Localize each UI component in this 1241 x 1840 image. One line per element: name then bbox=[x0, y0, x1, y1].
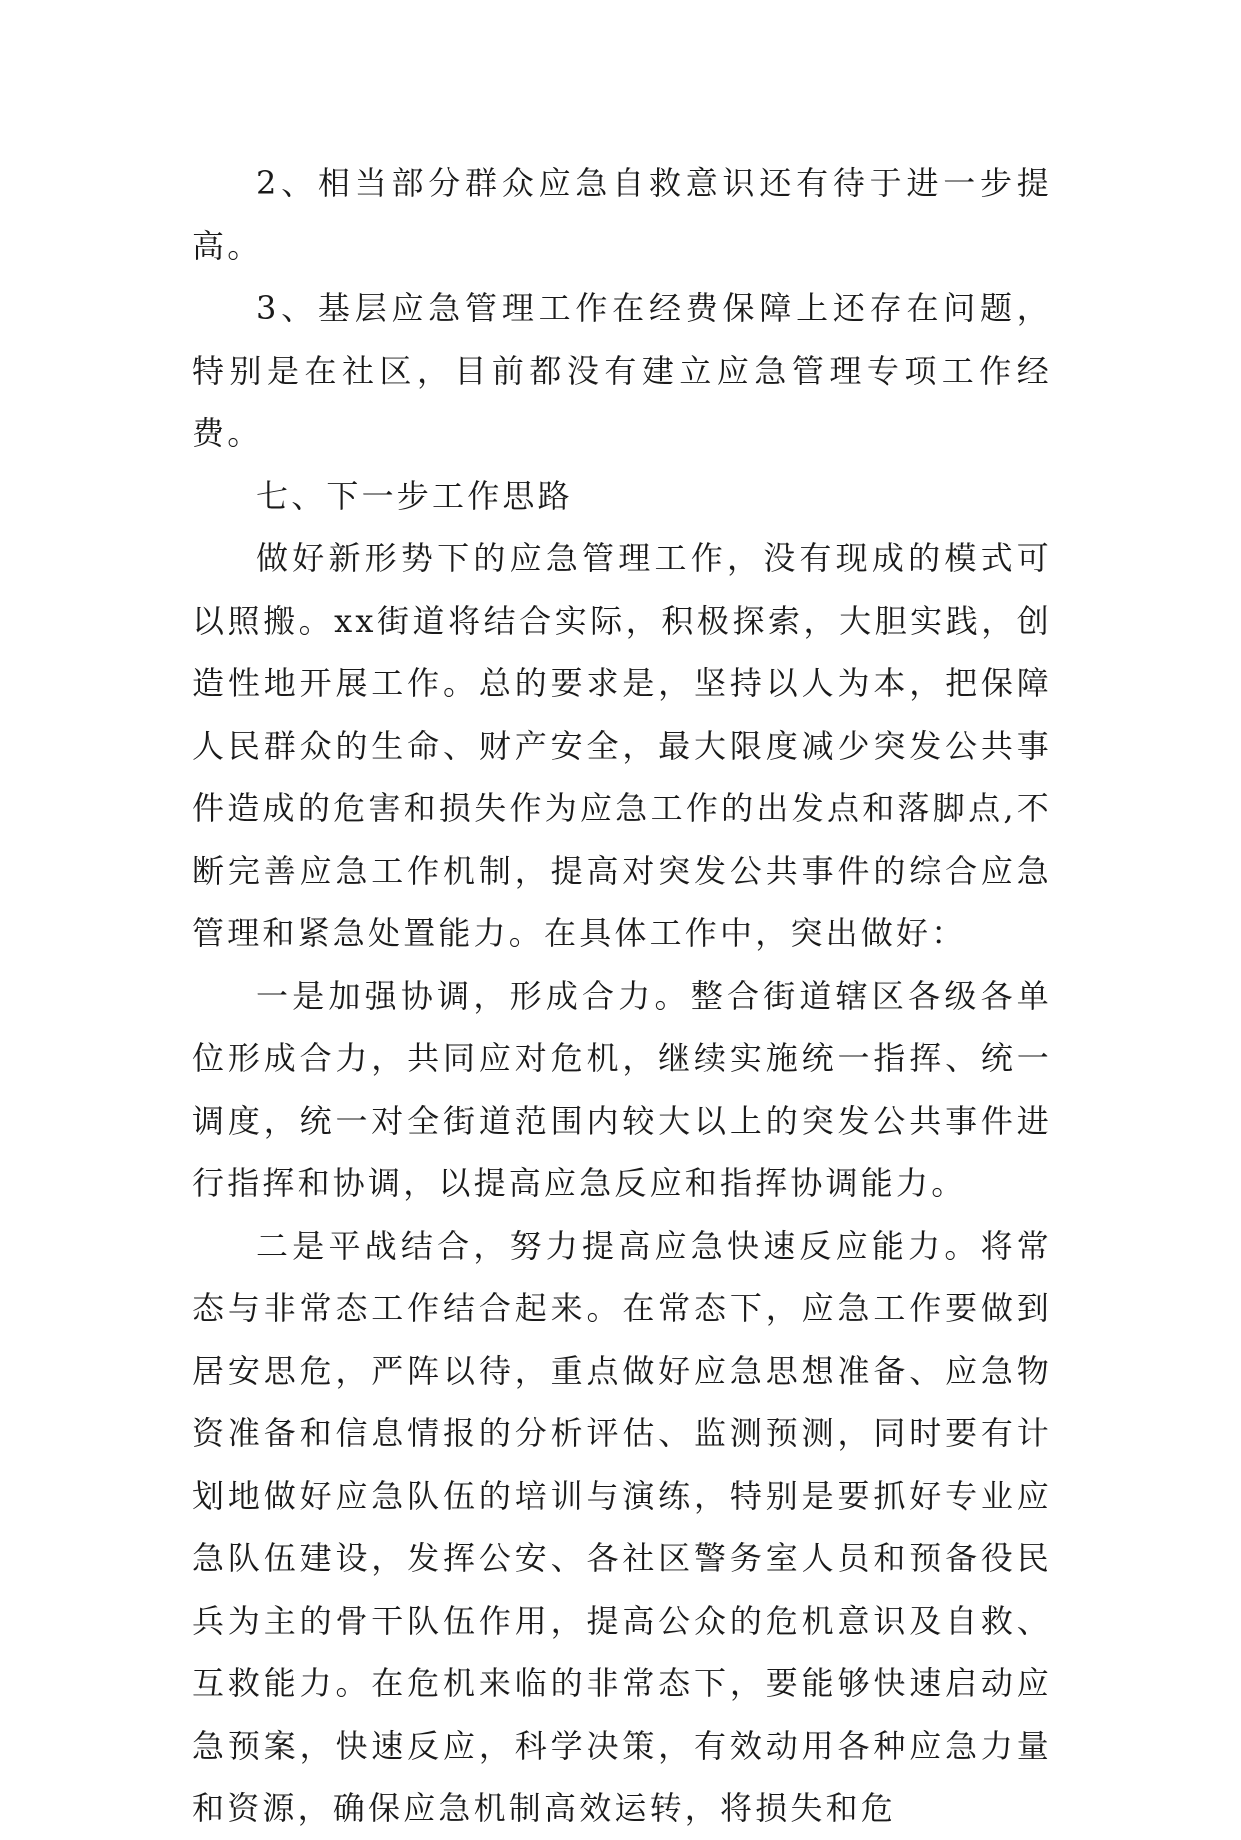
paragraph-shortcoming-2: 2、相当部分群众应急自救意识还有待于进一步提高。 bbox=[192, 164, 1052, 265]
paragraph-emergency-response: 二是平战结合，努力提高应急快速反应能力。将常态与非常态工作结合起来。在常态下，应急工作要做到居安思危，严阵以待，重点做好应急思想准备、应急物资准备和信息情报的分析评估、监测预测，同时要有计划地做好应急队伍的培训与演练，特别是要抓好专业应急队伍建设，发挥公安、各社区警务室人员和预备役民兵为主的骨干队伍作用，提高公众的危机意识及自救、互救能力。在危机来临的非常态下，要能够快速启动应急预案，快速反应，科学决策，有效动用各种应急力量和资源，确保应急机制高效运转，将损失和危 bbox=[192, 1226, 1052, 1827]
paragraph-coordination: 一是加强协调，形成合力。整合街道辖区各级各单位形成合力，共同应对危机，继续实施统一指挥、统一调度，统一对全街道范围内较大以上的突发公共事件进行指挥和协调，以提高应急反应和指挥协调能力。 bbox=[192, 976, 1052, 1202]
paragraph-overall-requirements: 做好新形势下的应急管理工作，没有现成的模式可以照搬。xx街道将结合实际，积极探索，大胆实践，创造性地开展工作。总的要求是，坚持以人为本，把保障人民群众的生命、财产安全，最大限度减少突发公共事件造成的危害和损失作为应急工作的出发点和落脚点,不断完善应急工作机制，提高对突发公共事件的综合应急管理和紧急处置能力。在具体工作中，突出做好： bbox=[192, 539, 1052, 952]
document-body bbox=[192, 152, 1052, 1840]
section-heading-next-steps: 七、下一步工作思路 bbox=[256, 476, 573, 515]
paragraph-shortcoming-3: 3、基层应急管理工作在经费保障上还存在问题，特别是在社区，目前都没有建立应急管理专项工作经费。 bbox=[192, 289, 1052, 452]
